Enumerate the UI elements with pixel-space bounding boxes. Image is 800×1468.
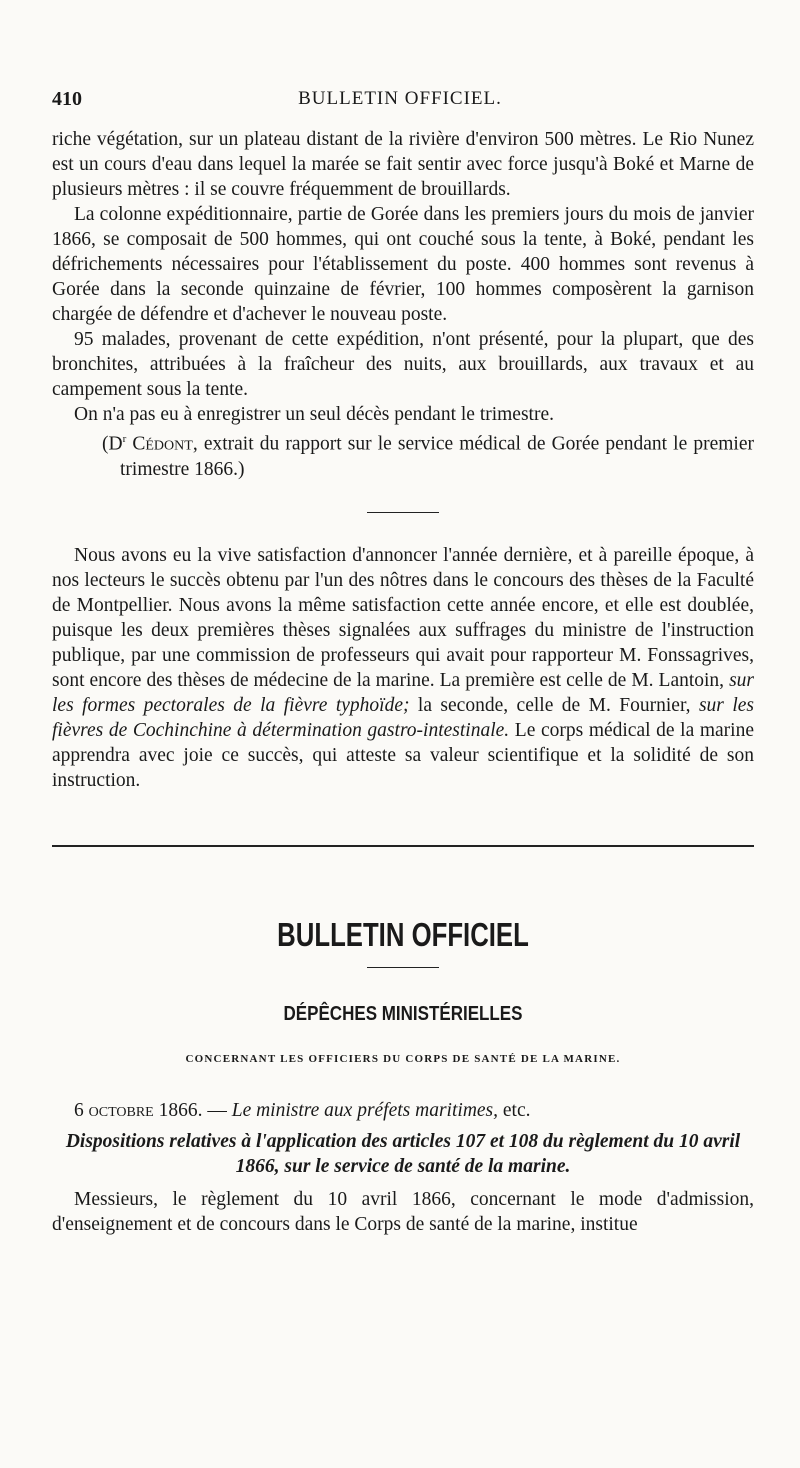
citation bbox=[52, 427, 754, 482]
citation-author: Cédont bbox=[132, 433, 193, 455]
running-head: BULLETIN OFFICIEL. bbox=[298, 88, 502, 109]
separator-long bbox=[52, 845, 754, 847]
citation-rest: , extrait du rapport sur le service médical de Gorée pendant le premier trimestre 1866.) bbox=[120, 433, 755, 480]
page-header bbox=[52, 88, 748, 118]
paragraph-continuation: riche végétation, sur un plateau distant de la rivière d'environ 500 mètres. Le Rio Nunez est un cours d'eau dans lequel la marée se fait sentir avec force jusqu'à Boké et Marne de plusieurs mètres : il se couvre fréquemment de brouillards. bbox=[52, 129, 754, 200]
paragraph-colonne: La colonne expéditionnaire, partie de Gorée dans les premiers jours du mois de janvier 1866, se composait de 500 hommes, qui ont couché sous la tente, à Boké, pendant les défrichements nécessaires pour l'établissement du poste. 400 hommes sont revenus à Gorée dans la seconde quinzaine de février, 100 hommes composèrent la garnison chargée de défendre et d'achever le nouveau poste. bbox=[52, 204, 754, 325]
section-sub-subtitle: CONCERNANT LES OFFICIERS DU CORPS DE SANTÉ DE LA MARINE. bbox=[185, 1052, 621, 1065]
theses-text-b: la seconde, celle de M. Fournier, bbox=[409, 694, 699, 716]
paragraph-deces: On n'a pas eu à enregistrer un seul décès pendant le trimestre. bbox=[74, 404, 554, 425]
paragraph-malades: 95 malades, provenant de cette expédition, n'ont présenté, pour la plupart, que des bronchites, attribuées à la fraîcheur des nuits, aux brouillards, aux travaux et au campement sous la tente. bbox=[52, 329, 754, 400]
citation-sup: r bbox=[122, 433, 127, 445]
theses-title-2: sur les fièvres de Cochinchine à détermination gastro-intestinale. bbox=[52, 694, 754, 741]
body-text bbox=[52, 127, 754, 1237]
theses-title-1: sur les formes pectorales de la fièvre typhoïde; bbox=[52, 669, 754, 716]
theses-text-a: Nous avons eu la vive satisfaction d'annoncer l'année dernière, et à pareille époque, à nos lecteurs le succès obtenu par l'un des nôtres dans le concours des thèses de la Faculté de Montpellier. Nous avons la même satisfaction cette année encore, et elle est doublée, puisque les deux premières thèses signalées aux suffrages du ministre de l'instruction publique, par une commission de professeurs qui avait pour rapporteur M. Fonssagrives, sont encore des thèses de médecine de la marine. La première est celle de M. Lantoin, bbox=[52, 544, 754, 691]
page-number: 410 bbox=[52, 88, 82, 110]
dispatch-date-num: 6 bbox=[74, 1099, 89, 1121]
theses-text-c: Le corps médical de la marine apprendra avec joie ce succès, qui atteste sa valeur scientifique et la solidité de son instruction. bbox=[52, 719, 754, 791]
dispatch-date-month: octobre bbox=[88, 1099, 154, 1121]
dispatch-etc: etc. bbox=[498, 1099, 531, 1121]
separator-short bbox=[367, 512, 439, 513]
dispatch-heading bbox=[52, 1098, 754, 1123]
separator-title bbox=[367, 967, 439, 968]
section-subtitle: DÉPÊCHES MINISTÉRIELLES bbox=[283, 1002, 523, 1025]
section-title: BULLETIN OFFICIEL bbox=[277, 915, 529, 953]
paragraph-messieurs: Messieurs, le règlement du 10 avril 1866, concernant le mode d'admission, d'enseignement et de concours dans le Corps de santé de la marine, institue bbox=[52, 1188, 754, 1235]
dispositions-heading: Dispositions relatives à l'application des articles 107 et 108 du règlement du 10 avril 1866, sur le service de santé de la marine. bbox=[65, 1130, 741, 1177]
citation-open: (D bbox=[102, 433, 123, 455]
dispatch-addressee: Le ministre aux préfets maritimes, bbox=[231, 1099, 499, 1121]
paragraph-theses bbox=[52, 543, 754, 793]
dispatch-date-year: 1866. — bbox=[153, 1099, 232, 1121]
